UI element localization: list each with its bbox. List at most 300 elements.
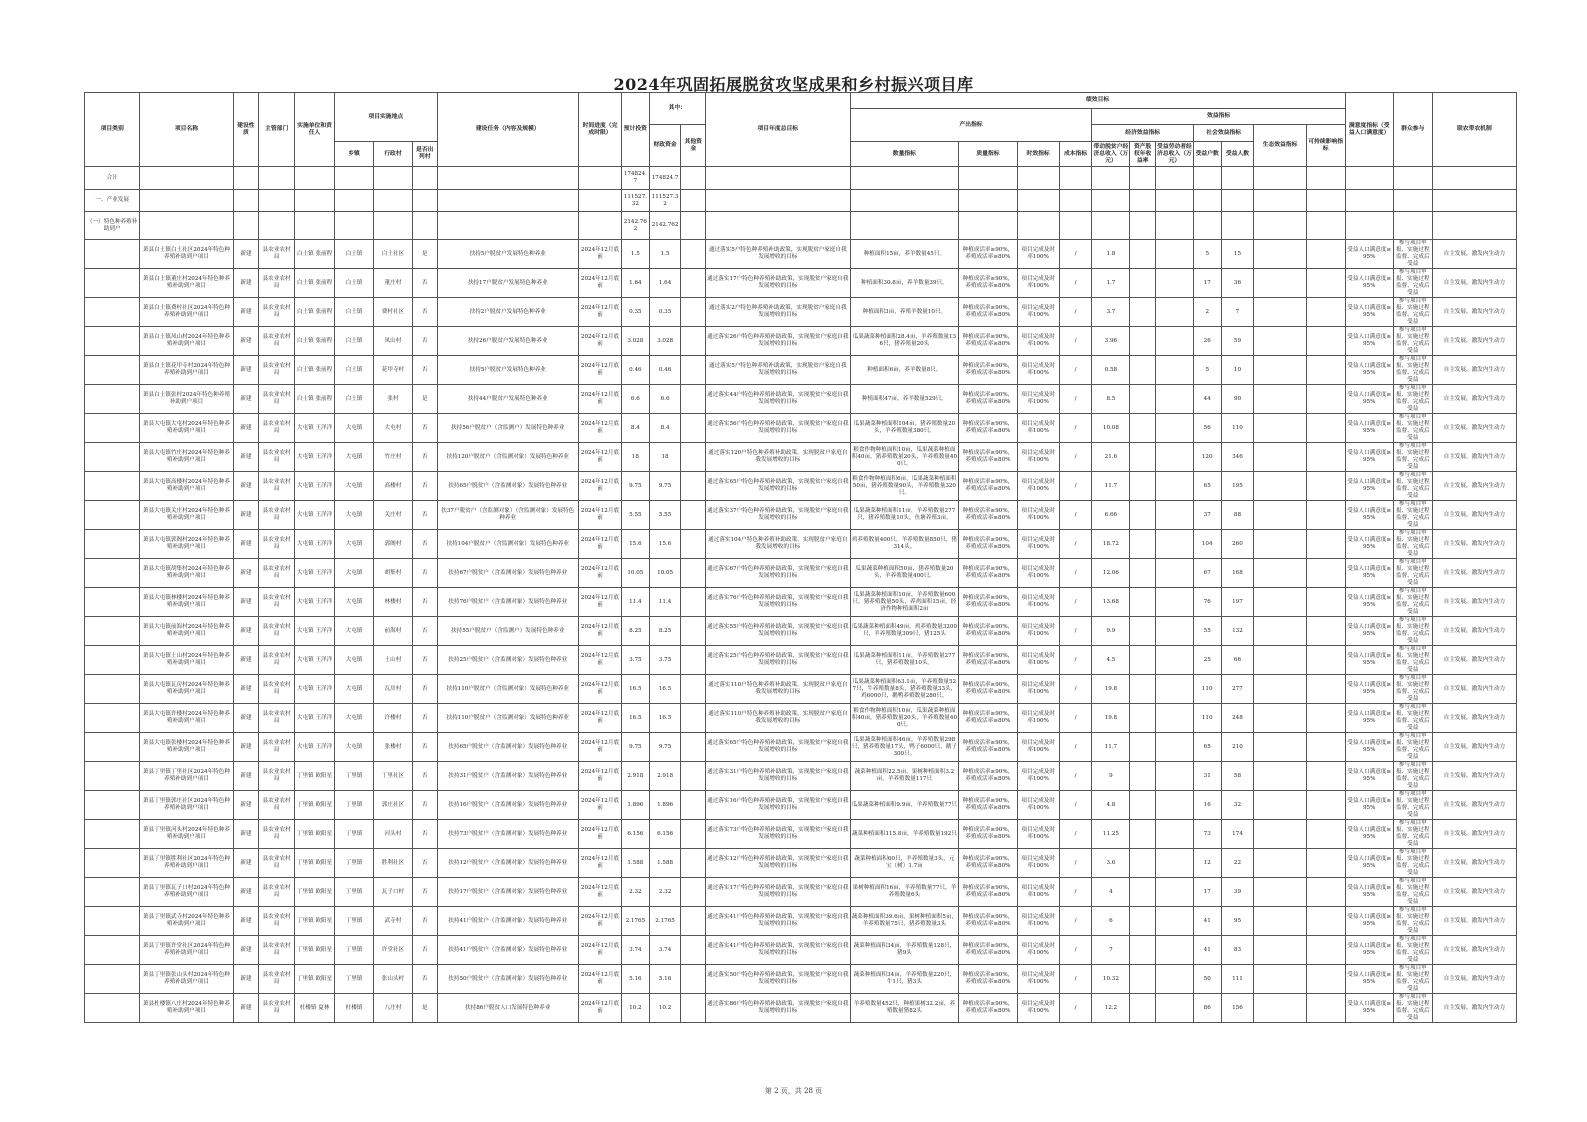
table-cell: 通过落实17户特色种养殖补助政策，实现脱贫户家庭自我发展增收的目标 — [706, 269, 851, 298]
header-labor-income: 受益劳动者经济总收入（万元） — [1155, 142, 1193, 167]
table-cell: 大屯镇 — [335, 617, 374, 646]
table-cell: 2024年12月底前 — [578, 530, 621, 559]
table-cell — [681, 559, 706, 588]
table-cell: 自主发展，激发内生动力 — [1432, 878, 1516, 907]
table-cell: 种植成活率≥90%，养殖成活率≥80% — [959, 617, 1017, 646]
table-cell: 21.6 — [1092, 443, 1130, 472]
table-cell: 扶持16户脱贫户（含监测对象）发展特色种养业 — [437, 791, 578, 820]
table-cell: 丁里镇 — [335, 878, 374, 907]
table-cell: 新建 — [233, 820, 259, 849]
table-cell: 丁里镇 — [335, 762, 374, 791]
table-cell: / — [1059, 298, 1092, 327]
table-cell: 否 — [412, 356, 437, 385]
table-cell: 8.25 — [649, 617, 681, 646]
table-cell: 蔬菜种植面积22.5亩，果树种植面积3.2亩，羊养殖数量117只 — [850, 762, 959, 791]
table-cell: 张村 — [373, 385, 412, 414]
table-row — [85, 530, 1517, 559]
table-cell: 通过落实56户特色种养殖补助政策，实现脱贫户家庭自我发展增收的目标 — [706, 414, 851, 443]
table-cell: 3.96 — [1092, 327, 1130, 356]
table-cell: 2024年12月底前 — [578, 646, 621, 675]
table-cell: 萧县大屯镇郭阁村2024年特色种养殖补助到户项目 — [140, 530, 233, 559]
table-cell — [1130, 646, 1156, 675]
table-cell: 扶持76户脱贫户（含监测对象）发展特色种养业 — [437, 588, 578, 617]
table-cell — [85, 327, 140, 356]
table-cell — [335, 190, 374, 212]
table-cell: 县农业农村局 — [259, 965, 295, 994]
header-sustain: 可持续影响指标 — [1306, 125, 1345, 167]
table-cell: 受益人口满意度≥95% — [1345, 588, 1393, 617]
table-cell: 丁里镇 — [335, 936, 374, 965]
table-cell: 县农业农村局 — [259, 704, 295, 733]
table-cell: 扶持65户脱贫户（含监测对象）发展特色种养业 — [437, 472, 578, 501]
table-cell: 瓜果蔬菜种植面积104亩，猪养殖数量20头，羊养殖数量380只。 — [850, 414, 959, 443]
table-cell — [1306, 327, 1345, 356]
table-cell: 张山头村 — [373, 965, 412, 994]
table-cell: 扶持31户脱贫户（含监测对象）发展特色种养业 — [437, 762, 578, 791]
table-cell: 否 — [412, 646, 437, 675]
table-cell: 受益人口满意度≥95% — [1345, 733, 1393, 762]
table-row — [85, 878, 1517, 907]
table-cell: 项目完成及时率100% — [1017, 240, 1059, 269]
table-cell: 新建 — [233, 530, 259, 559]
table-cell: 否 — [412, 762, 437, 791]
table-cell: 新建 — [233, 588, 259, 617]
table-cell: 受益人口满意度≥95% — [1345, 617, 1393, 646]
table-cell: 110 — [1221, 414, 1254, 443]
table-cell — [706, 190, 851, 212]
table-cell: 新建 — [233, 936, 259, 965]
table-cell: 萧县大屯镇高楼村2024年特色种养殖补助到户项目 — [140, 472, 233, 501]
table-cell: 自主发展，激发内生动力 — [1432, 530, 1516, 559]
table-cell: 自主发展，激发内生动力 — [1432, 298, 1516, 327]
table-cell: 26 — [1193, 327, 1221, 356]
table-cell: 110 — [1193, 704, 1221, 733]
table-cell: 3.028 — [649, 327, 681, 356]
table-cell: 项目完成及时率100% — [1017, 588, 1059, 617]
table-cell — [1130, 356, 1156, 385]
header-among: 其中： — [649, 93, 705, 125]
table-cell — [1155, 472, 1193, 501]
table-cell: 瓜果蔬菜种植面积9.9亩，羊养殖数量77只 — [850, 791, 959, 820]
table-cell — [85, 443, 140, 472]
table-cell: 16.5 — [649, 704, 681, 733]
table-cell: 参与项目申报、实施过程监督、完成后受益 — [1393, 936, 1432, 965]
table-cell: 丁里镇 — [335, 965, 374, 994]
table-cell: 大屯镇 — [335, 704, 374, 733]
table-cell: 通过落实67户特色种养殖补助政策，实现脱贫户家庭自我发展增收的目标 — [706, 559, 851, 588]
table-cell: 县农业农村局 — [259, 617, 295, 646]
table-cell: 0.46 — [622, 356, 650, 385]
table-row — [85, 762, 1517, 791]
table-cell: 参与项目申报、实施过程监督、完成后受益 — [1393, 385, 1432, 414]
table-cell — [681, 907, 706, 936]
table-cell: 88 — [1221, 501, 1254, 530]
table-cell: 参与项目申报、实施过程监督、完成后受益 — [1393, 704, 1432, 733]
table-cell: 8.5 — [1092, 385, 1130, 414]
table-cell — [412, 190, 437, 212]
table-cell: 扶持17户脱贫户发展特色种养业 — [437, 269, 578, 298]
table-cell — [1155, 588, 1193, 617]
table-cell — [412, 212, 437, 240]
table-cell: / — [1059, 443, 1092, 472]
table-cell — [85, 994, 140, 1023]
table-cell — [1306, 385, 1345, 414]
table-cell — [85, 269, 140, 298]
table-cell — [578, 212, 621, 240]
table-cell: 受益人口满意度≥95% — [1345, 936, 1393, 965]
table-cell — [295, 212, 335, 240]
table-cell: 项目完成及时率100% — [1017, 849, 1059, 878]
table-cell: 县农业农村局 — [259, 791, 295, 820]
project-table — [84, 92, 1517, 1023]
table-cell: 县农业农村局 — [259, 356, 295, 385]
header-participation: 群众参与 — [1393, 93, 1432, 167]
table-cell — [681, 298, 706, 327]
header-investment: 预计投资 — [622, 93, 650, 167]
table-cell: 3.028 — [622, 327, 650, 356]
table-cell: 是 — [412, 994, 437, 1023]
table-cell — [706, 212, 851, 240]
table-cell: 扶持110户脱贫户（含监测对象）发展特色种养业 — [437, 675, 578, 704]
table-cell — [959, 190, 1017, 212]
table-cell: 许堂社区 — [373, 936, 412, 965]
table-cell: 56 — [1193, 414, 1221, 443]
table-cell: 自主发展，激发内生动力 — [1432, 646, 1516, 675]
table-row — [85, 646, 1517, 675]
table-cell — [1254, 356, 1306, 385]
table-cell: 受益人口满意度≥95% — [1345, 472, 1393, 501]
table-cell: 248 — [1221, 704, 1254, 733]
table-cell: 白土镇 张前程 — [295, 298, 335, 327]
table-cell — [1155, 356, 1193, 385]
table-cell: 210 — [1221, 733, 1254, 762]
table-cell: 通过落实25户特色种养殖补助政策，实现脱贫户家庭自我发展增收的目标 — [706, 646, 851, 675]
table-cell: 萧县白土镇董庄村2024年特色种养殖补助到户项目 — [140, 269, 233, 298]
table-cell — [1130, 675, 1156, 704]
table-cell: 受益人口满意度≥95% — [1345, 327, 1393, 356]
table-cell: / — [1059, 704, 1092, 733]
table-cell — [85, 675, 140, 704]
table-cell: 项目完成及时率100% — [1017, 472, 1059, 501]
header-asset-rate: 资产股权年收益率 — [1130, 142, 1156, 167]
table-cell: 15.6 — [649, 530, 681, 559]
table-cell — [1059, 190, 1092, 212]
page-footer: 第 2 页，共 28 页 — [764, 1087, 823, 1095]
table-cell: 2024年12月底前 — [578, 675, 621, 704]
table-cell — [85, 472, 140, 501]
table-cell: 通过落实76户特色种养殖补助政策，实现脱贫户家庭自我发展增收的目标 — [706, 588, 851, 617]
table-cell: 自主发展，激发内生动力 — [1432, 849, 1516, 878]
table-cell: 5.55 — [622, 501, 650, 530]
table-cell: 受益人口满意度≥95% — [1345, 704, 1393, 733]
table-cell: 6.156 — [622, 820, 650, 849]
table-cell: 新建 — [233, 327, 259, 356]
table-cell: 通过落实31户特色种养殖补助政策，实现脱贫户家庭自我发展增收的目标 — [706, 762, 851, 791]
header-name: 项目名称 — [140, 93, 233, 167]
table-cell: 项目完成及时率100% — [1017, 501, 1059, 530]
table-cell — [85, 501, 140, 530]
table-cell — [373, 167, 412, 190]
table-cell: 2024年12月底前 — [578, 327, 621, 356]
table-cell: 大屯镇 — [335, 675, 374, 704]
table-cell: 11.4 — [649, 588, 681, 617]
table-cell: 1.64 — [622, 269, 650, 298]
table-row — [85, 994, 1517, 1023]
table-cell: 萧县丁里镇瓦子口村2024年特色种养殖补助到户项目 — [140, 878, 233, 907]
table-cell: 新建 — [233, 501, 259, 530]
header-quality: 质量指标 — [959, 142, 1017, 167]
table-cell: 90 — [1221, 385, 1254, 414]
table-cell — [578, 190, 621, 212]
table-cell — [1130, 501, 1156, 530]
table-cell: 萧县白土镇费村社区2024年特色种养殖补助到户项目 — [140, 298, 233, 327]
table-cell: 0.35 — [622, 298, 650, 327]
table-cell — [681, 588, 706, 617]
table-cell: / — [1059, 733, 1092, 762]
table-cell: 项目完成及时率100% — [1017, 675, 1059, 704]
table-cell: 否 — [412, 791, 437, 820]
table-cell: 县农业农村局 — [259, 385, 295, 414]
table-cell: 10.2 — [649, 994, 681, 1023]
table-cell: 种植成活率≥90%，养殖成活率≥80% — [959, 675, 1017, 704]
table-cell: 白土镇 — [335, 356, 374, 385]
table-cell: 羊养殖数量452只，种植果树32.2亩，养殖数量猪82头 — [850, 994, 959, 1023]
table-cell: 丁里镇 欧阳星 — [295, 791, 335, 820]
table-cell: 一、产业发展 — [85, 190, 140, 212]
table-cell — [681, 356, 706, 385]
table-cell — [1254, 530, 1306, 559]
table-cell: 参与项目申报、实施过程监督、完成后受益 — [1393, 762, 1432, 791]
table-cell — [1155, 559, 1193, 588]
table-cell: 2024年12月底前 — [578, 501, 621, 530]
table-cell: 蔬菜种植面积115.8亩，羊养殖数量192只 — [850, 820, 959, 849]
table-cell: 自主发展，激发内生动力 — [1432, 733, 1516, 762]
table-cell — [681, 994, 706, 1023]
table-cell — [1306, 269, 1345, 298]
table-cell: 通过落实86户特色种养殖补助政策，实现脱贫户家庭自我发展增收的目标 — [706, 994, 851, 1023]
table-cell: 扶持12户脱贫户（含监测对象）发展特色种养业 — [437, 849, 578, 878]
table-cell: 瓜果蔬菜种植面积46亩，羊养殖数量298只，猪养殖数量17头，鸭子6000只，鹅子300只。 — [850, 733, 959, 762]
table-cell — [1155, 849, 1193, 878]
table-cell: 扶持55户脱贫户（含监测户）发展特色种养业 — [437, 617, 578, 646]
table-cell: 新建 — [233, 849, 259, 878]
table-cell: 1.5 — [622, 240, 650, 269]
header-output: 产出指标 — [850, 109, 1092, 142]
table-cell — [1306, 907, 1345, 936]
table-cell: 项目完成及时率100% — [1017, 878, 1059, 907]
table-cell: 新建 — [233, 414, 259, 443]
table-cell: 蔬菜种植面积39.6亩，果树种植面积5亩，羊养殖数量75只，猪养殖数量3头 — [850, 907, 959, 936]
table-cell: 大屯村 — [373, 414, 412, 443]
table-cell: 6.6 — [622, 385, 650, 414]
table-cell: 2.32 — [649, 878, 681, 907]
table-cell: 197 — [1221, 588, 1254, 617]
table-cell: 39 — [1221, 878, 1254, 907]
table-cell — [1254, 820, 1306, 849]
table-cell: / — [1059, 559, 1092, 588]
table-cell: 否 — [412, 588, 437, 617]
table-cell — [1254, 733, 1306, 762]
table-cell: 种植成活率≥90%，养殖成活率≥80% — [959, 791, 1017, 820]
table-cell: 大屯镇 — [335, 443, 374, 472]
table-cell — [1155, 965, 1193, 994]
table-cell: 65 — [1193, 472, 1221, 501]
table-cell — [1155, 269, 1193, 298]
table-cell — [1130, 443, 1156, 472]
table-cell — [1155, 414, 1193, 443]
table-cell: 174 — [1221, 820, 1254, 849]
table-cell: 2024年12月底前 — [578, 878, 621, 907]
table-cell — [437, 190, 578, 212]
table-cell: 瓜果蔬菜种植面积50亩，猪养殖数量20头，羊养殖数量400只。 — [850, 559, 959, 588]
table-cell: 种植面积3亩，养殖羊数量10只。 — [850, 298, 959, 327]
table-cell — [1130, 820, 1156, 849]
table-cell — [1345, 190, 1393, 212]
table-cell — [681, 501, 706, 530]
table-cell: 通过落实5户特色种养殖补助政策，实现脱贫户家庭自我发展增收的目标 — [706, 240, 851, 269]
table-cell: 自主发展，激发内生动力 — [1432, 820, 1516, 849]
table-cell: 扶持26户脱贫户发展特色种养业 — [437, 327, 578, 356]
table-cell: 新建 — [233, 791, 259, 820]
header-people: 受益人数 — [1221, 142, 1254, 167]
table-cell: / — [1059, 501, 1092, 530]
table-cell: 萧县白土镇凤山村2024年特色种养殖补助到户项目 — [140, 327, 233, 356]
table-cell: 6.6 — [649, 385, 681, 414]
table-cell: 111 — [1221, 965, 1254, 994]
table-cell: 萧县大屯镇胡集村2024年特色种养殖补助到户项目 — [140, 559, 233, 588]
table-cell: 种植成活率≥90%，养殖成活率≥80% — [959, 501, 1017, 530]
table-cell — [1254, 240, 1306, 269]
table-cell: 2024年12月底前 — [578, 617, 621, 646]
table-cell: 自主发展，激发内生动力 — [1432, 762, 1516, 791]
table-cell: 9.75 — [622, 733, 650, 762]
table-cell: 参与项目申报、实施过程监督、完成后受益 — [1393, 356, 1432, 385]
table-cell: 扶持56户脱贫户（含监测户）发展特色种养业 — [437, 414, 578, 443]
table-cell: 萧县大屯镇竹庄村2024年特色种养殖补助到户项目 — [140, 443, 233, 472]
table-cell: 新建 — [233, 443, 259, 472]
table-row — [85, 356, 1517, 385]
table-row — [85, 820, 1517, 849]
table-cell: 大屯镇 王洋洋 — [295, 675, 335, 704]
table-cell: 种植成活率≥90%，养殖成活率≥80% — [959, 298, 1017, 327]
table-cell — [1092, 167, 1130, 190]
table-cell: / — [1059, 472, 1092, 501]
table-cell: 杜楼镇 — [335, 994, 374, 1023]
table-cell: 110 — [1193, 675, 1221, 704]
table-cell: 通过落实17户特色种养殖补助政策，实现脱贫户家庭自我发展增收的目标 — [706, 878, 851, 907]
table-cell — [335, 167, 374, 190]
table-cell: 县农业农村局 — [259, 269, 295, 298]
header-quantity: 数量指标 — [850, 142, 959, 167]
table-cell: 种植成活率≥90%，养殖成活率≥80% — [959, 994, 1017, 1023]
table-cell: / — [1059, 530, 1092, 559]
table-cell: 18.72 — [1092, 530, 1130, 559]
table-cell — [578, 167, 621, 190]
table-cell: 大屯镇 王洋洋 — [295, 733, 335, 762]
table-cell: 13.68 — [1092, 588, 1130, 617]
table-row — [85, 269, 1517, 298]
table-cell: 萧县大屯镇关庄村2024年特色种养殖补助到户项目 — [140, 501, 233, 530]
table-cell: 白土镇 张前程 — [295, 240, 335, 269]
table-cell — [1193, 190, 1221, 212]
table-cell: 八庄村 — [373, 994, 412, 1023]
table-cell: 参与项目申报、实施过程监督、完成后受益 — [1393, 791, 1432, 820]
table-row — [85, 414, 1517, 443]
table-cell — [140, 212, 233, 240]
table-cell: 丁里镇 — [335, 907, 374, 936]
table-cell: 项目完成及时率100% — [1017, 356, 1059, 385]
header-timeliness: 时效指标 — [1017, 142, 1059, 167]
table-cell: 蔬菜种植面积34亩，羊养殖数量128只，猪9头 — [850, 936, 959, 965]
table-cell: 156 — [1221, 994, 1254, 1023]
table-cell: 15.6 — [622, 530, 650, 559]
table-cell: 自主发展，激发内生动力 — [1432, 617, 1516, 646]
table-cell: 白土镇 — [335, 327, 374, 356]
header-mechanism: 联农带农机制 — [1432, 93, 1516, 167]
table-cell: 县农业农村局 — [259, 675, 295, 704]
table-cell — [1059, 167, 1092, 190]
header-fiscal: 财政资金 — [649, 125, 681, 167]
table-cell: 否 — [412, 733, 437, 762]
table-cell: 萧县大屯镇瓦房村2024年特色种养殖补助到户项目 — [140, 675, 233, 704]
table-cell — [1254, 190, 1306, 212]
table-cell: 3.74 — [649, 936, 681, 965]
table-cell — [1155, 212, 1193, 240]
table-cell: 自主发展，激发内生动力 — [1432, 965, 1516, 994]
table-cell: 萧县丁里镇胜利社区2024年特色种养殖补助到户项目 — [140, 849, 233, 878]
table-cell — [1155, 733, 1193, 762]
table-cell: 大屯镇 王洋洋 — [295, 443, 335, 472]
table-cell: 2.918 — [622, 762, 650, 791]
table-cell — [1130, 385, 1156, 414]
table-cell: 自主发展，激发内生动力 — [1432, 501, 1516, 530]
table-cell — [1130, 617, 1156, 646]
table-cell: 大屯镇 王洋洋 — [295, 588, 335, 617]
table-cell: 95 — [1221, 907, 1254, 936]
table-cell: 1.588 — [622, 849, 650, 878]
table-cell: 受益人口满意度≥95% — [1345, 530, 1393, 559]
table-cell — [85, 356, 140, 385]
table-cell — [681, 327, 706, 356]
table-cell: 种植成活率≥90%，养殖成活率≥80% — [959, 356, 1017, 385]
table-cell — [1130, 965, 1156, 994]
table-cell — [1130, 704, 1156, 733]
summary-row — [85, 167, 1517, 190]
table-cell — [1432, 167, 1516, 190]
table-cell: 67 — [1193, 559, 1221, 588]
table-cell: 大屯镇 — [335, 559, 374, 588]
table-cell: 杜楼镇 夏林 — [295, 994, 335, 1023]
table-cell: 瓜果蔬菜种植面积10亩，羊养殖数量600只，猪养殖数量50头，养鸡面积15亩，经济作物种植面积2亩 — [850, 588, 959, 617]
table-cell: 参与项目申报、实施过程监督、完成后受益 — [1393, 530, 1432, 559]
table-cell — [85, 791, 140, 820]
table-cell: 2024年12月底前 — [578, 414, 621, 443]
header-eco: 生态效益指标 — [1254, 125, 1306, 167]
table-cell: / — [1059, 820, 1092, 849]
table-cell — [1155, 327, 1193, 356]
table-cell: 受益人口满意度≥95% — [1345, 298, 1393, 327]
table-cell: 86 — [1193, 994, 1221, 1023]
table-cell — [1130, 849, 1156, 878]
table-cell: 县农业农村局 — [259, 820, 295, 849]
table-cell: 参与项目申报、实施过程监督、完成后受益 — [1393, 472, 1432, 501]
table-cell — [1306, 849, 1345, 878]
table-cell — [1254, 269, 1306, 298]
table-cell: 受益人口满意度≥95% — [1345, 443, 1393, 472]
table-cell — [1254, 617, 1306, 646]
table-cell: 项目完成及时率100% — [1017, 443, 1059, 472]
table-cell: 9.75 — [649, 472, 681, 501]
